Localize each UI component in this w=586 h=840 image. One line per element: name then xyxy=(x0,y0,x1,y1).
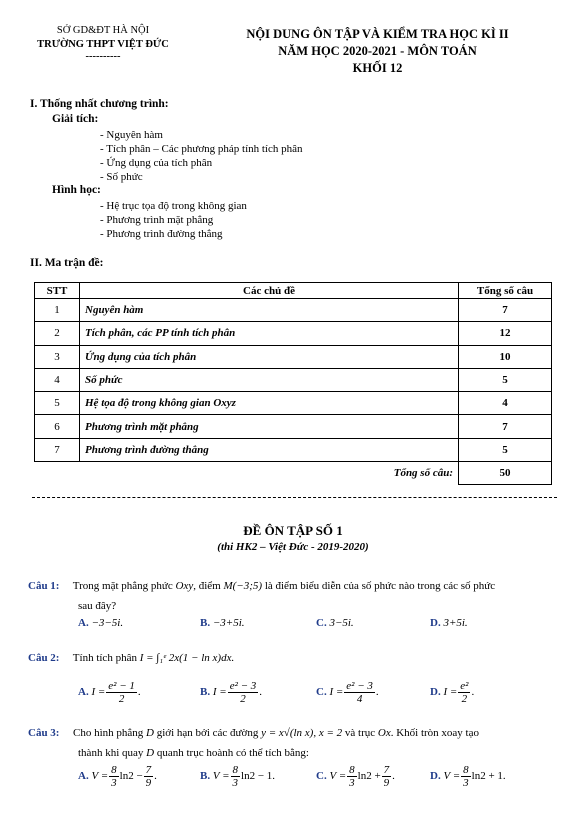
math-var: y = x√(ln x), x = 2 xyxy=(261,727,343,739)
header-dashes: ---------- xyxy=(85,51,121,62)
question-label: Câu 3: xyxy=(28,727,60,739)
row-topic: Phương trình mặt phẳng xyxy=(80,415,459,438)
question-text: , điểm xyxy=(193,580,224,592)
row-number: 5 xyxy=(35,392,80,415)
option-mid: ln2 − xyxy=(119,770,143,783)
row-topic: Nguyên hàm xyxy=(80,299,459,322)
option-label: A. xyxy=(78,686,89,699)
title-line-1: NỘI DUNG ÔN TẬP VÀ KIỂM TRA HỌC KÌ II xyxy=(246,27,509,41)
option-label: A. xyxy=(78,617,89,629)
option-label: B. xyxy=(200,770,211,783)
row-count: 4 xyxy=(459,392,552,415)
option-label: B. xyxy=(200,617,211,629)
row-number: 1 xyxy=(35,299,80,322)
math-var: D xyxy=(146,727,154,739)
option-d[interactable] xyxy=(430,617,468,629)
geometry-list xyxy=(100,199,247,241)
question-2 xyxy=(28,652,234,664)
question-3-options xyxy=(78,764,558,794)
option-lhs: V = xyxy=(91,770,109,783)
row-count: 5 xyxy=(459,368,552,391)
row-number: 4 xyxy=(35,368,80,391)
option-label: D. xyxy=(430,770,441,783)
option-lhs: I = xyxy=(443,686,458,699)
question-label: Câu 2: xyxy=(28,652,60,664)
option-c[interactable]: C. I = $\frac{\text{e² − 3}}{4}$ . xyxy=(316,680,379,705)
analysis-list xyxy=(100,128,303,184)
question-text: thành khi quay xyxy=(78,747,147,759)
table-row xyxy=(35,368,552,391)
option-mid: ln2 − 1. xyxy=(241,770,276,783)
row-count: 5 xyxy=(459,438,552,461)
row-topic: Hệ tọa độ trong không gian Oxyz xyxy=(80,392,459,415)
question-2-options xyxy=(78,680,558,710)
option-lhs: V = xyxy=(443,770,461,783)
row-number: 7 xyxy=(35,438,80,461)
row-count: 7 xyxy=(459,299,552,322)
option-a[interactable] xyxy=(78,617,123,629)
option-c[interactable] xyxy=(316,617,354,629)
option-value: 3−5i. xyxy=(329,617,354,629)
exam-subtitle: (thi HK2 – Việt Đức - 2019-2020) xyxy=(217,541,369,553)
document-title xyxy=(205,26,550,77)
geometry-label: Hình học: xyxy=(52,184,101,196)
row-count: 12 xyxy=(459,322,552,345)
list-item: - Phương trình đường thẳng xyxy=(100,228,223,240)
option-a[interactable]: A. V = $\frac{8}{3}$ ln2 − $\frac{7}{9}$ . xyxy=(78,764,157,789)
table-row xyxy=(35,438,552,461)
analysis-label: Giải tích: xyxy=(52,113,99,125)
integral-formula: I = ∫₁ᵉ 2x(1 − ln x)dx. xyxy=(139,652,235,664)
list-item: - Số phức xyxy=(100,171,143,183)
row-number: 6 xyxy=(35,415,80,438)
dept-name: SỞ GD&ĐT HÀ NỘI xyxy=(56,25,150,36)
question-text: sau đây? xyxy=(78,600,117,612)
question-text: . Khối tròn xoay tạo xyxy=(390,727,479,739)
fraction-denominator: 3 xyxy=(349,777,355,789)
option-d[interactable] xyxy=(430,764,506,789)
question-text: quanh trục hoành có thể tích bằng: xyxy=(154,747,309,759)
list-item: - Ứng dụng của tích phân xyxy=(100,157,213,169)
fraction-numerator: e² − 1 xyxy=(108,680,135,692)
school-header xyxy=(28,24,178,62)
option-d[interactable]: D. I = $\frac{\text{e²}}{2}$ . xyxy=(430,680,475,705)
table-row xyxy=(35,299,552,322)
row-count: 7 xyxy=(459,415,552,438)
question-1 xyxy=(28,580,495,592)
option-mid: ln2 + 1. xyxy=(471,770,506,783)
option-b[interactable]: B. I = $\frac{\text{e² − 3}}{2}$ . xyxy=(200,680,263,705)
option-value: −3−5i. xyxy=(91,617,124,629)
fraction-numerator: 8 xyxy=(463,764,469,776)
list-item: - Nguyên hàm xyxy=(100,129,163,141)
fraction-denominator: 2 xyxy=(240,693,246,705)
question-3 xyxy=(28,727,479,739)
table-row xyxy=(35,345,552,368)
option-value: −3+5i. xyxy=(212,617,245,629)
fraction-numerator: e² − 3 xyxy=(346,680,373,692)
question-text: Trong mặt phẳng phức xyxy=(72,580,176,592)
column-header: Tổng số câu xyxy=(459,283,552,299)
table-total-row xyxy=(35,462,552,485)
table-header-row xyxy=(35,283,552,299)
option-label: D. xyxy=(430,686,441,699)
row-count: 10 xyxy=(459,345,552,368)
fraction-denominator: 2 xyxy=(118,693,125,705)
fraction-denominator: 3 xyxy=(232,777,239,789)
total-label: Tổng số câu: xyxy=(393,467,453,480)
list-item: - Tích phân – Các phương pháp tính tích phân xyxy=(100,143,303,155)
row-topic: Ứng dụng của tích phân xyxy=(80,345,459,368)
column-header: Các chủ đề xyxy=(80,283,459,299)
option-lhs: V = xyxy=(212,770,230,783)
fraction-numerator: 7 xyxy=(145,764,152,776)
question-3-line-2 xyxy=(78,747,309,759)
exam-title: ĐỀ ÔN TẬP SỐ 1 xyxy=(243,523,343,538)
table-row xyxy=(35,392,552,415)
row-number: 3 xyxy=(35,345,80,368)
fraction-denominator: 2 xyxy=(461,693,468,705)
list-item: - Phương trình mặt phẳng xyxy=(100,214,214,226)
title-line-2: NĂM HỌC 2020-2021 - MÔN TOÁN xyxy=(278,44,477,58)
table-row xyxy=(35,415,552,438)
option-label: D. xyxy=(430,617,441,629)
row-topic: Phương trình đường thẳng xyxy=(80,438,459,461)
section-2-heading: II. Ma trận đề: xyxy=(30,257,104,269)
total-count: 50 xyxy=(459,462,552,485)
fraction-numerator: 8 xyxy=(111,764,117,776)
option-a[interactable]: A. I = $\frac{\text{e² − 1}}{2}$ . xyxy=(78,680,141,705)
section-1-heading: I. Thống nhất chương trình: xyxy=(30,98,169,110)
fraction-denominator: 9 xyxy=(145,777,152,789)
option-mid: ln2 + xyxy=(357,770,381,783)
fraction-numerator: e² xyxy=(460,680,469,692)
row-topic: Tích phân, các PP tính tích phân xyxy=(80,322,459,345)
row-topic: Số phức xyxy=(80,368,459,391)
option-b[interactable] xyxy=(200,617,245,629)
topic-matrix-table xyxy=(34,282,552,485)
option-label: B. xyxy=(200,686,211,699)
fraction-denominator: 9 xyxy=(383,777,390,789)
option-label: A. xyxy=(78,770,89,783)
fraction-denominator: 4 xyxy=(356,693,363,705)
option-value: 3+5i. xyxy=(443,617,468,629)
list-item: - Hệ trục tọa độ trong không gian xyxy=(100,200,247,212)
option-lhs: I = xyxy=(91,686,106,699)
option-label: C. xyxy=(316,686,327,699)
question-text: Cho hình phẳng xyxy=(72,727,147,739)
question-label: Câu 1: xyxy=(28,580,60,592)
option-lhs: I = xyxy=(329,686,344,699)
fraction-numerator: 7 xyxy=(383,764,390,776)
option-lhs: I = xyxy=(212,686,227,699)
question-text: giới hạn bởi các đường xyxy=(153,727,262,739)
option-b[interactable] xyxy=(200,764,275,789)
question-text: là điểm biểu diễn của số phức nào trong các số phức xyxy=(262,580,496,592)
fraction-numerator: 8 xyxy=(232,764,239,776)
row-number: 2 xyxy=(35,322,80,345)
question-text: và trục xyxy=(342,727,378,739)
math-var: Ox xyxy=(377,727,391,739)
fraction-numerator: e² − 3 xyxy=(229,680,257,692)
fraction-denominator: 3 xyxy=(111,777,117,789)
math-var: D xyxy=(146,747,155,759)
option-c[interactable]: C. V = $\frac{8}{3}$ ln2 + $\frac{7}{9}$ . xyxy=(316,764,395,789)
section-separator xyxy=(32,497,557,498)
option-label: C. xyxy=(316,617,327,629)
fraction-numerator: 8 xyxy=(349,764,355,776)
question-text: Tính tích phân xyxy=(72,652,140,664)
math-var: Oxy xyxy=(175,580,194,592)
school-name: TRƯỜNG THPT VIỆT ĐỨC xyxy=(37,39,169,50)
option-label: C. xyxy=(316,770,327,783)
title-line-3: KHỐI 12 xyxy=(352,61,403,75)
column-header: STT xyxy=(35,283,80,299)
fraction-denominator: 3 xyxy=(463,777,469,789)
option-lhs: V = xyxy=(329,770,347,783)
math-var: M(−3;5) xyxy=(223,580,263,592)
table-row xyxy=(35,322,552,345)
